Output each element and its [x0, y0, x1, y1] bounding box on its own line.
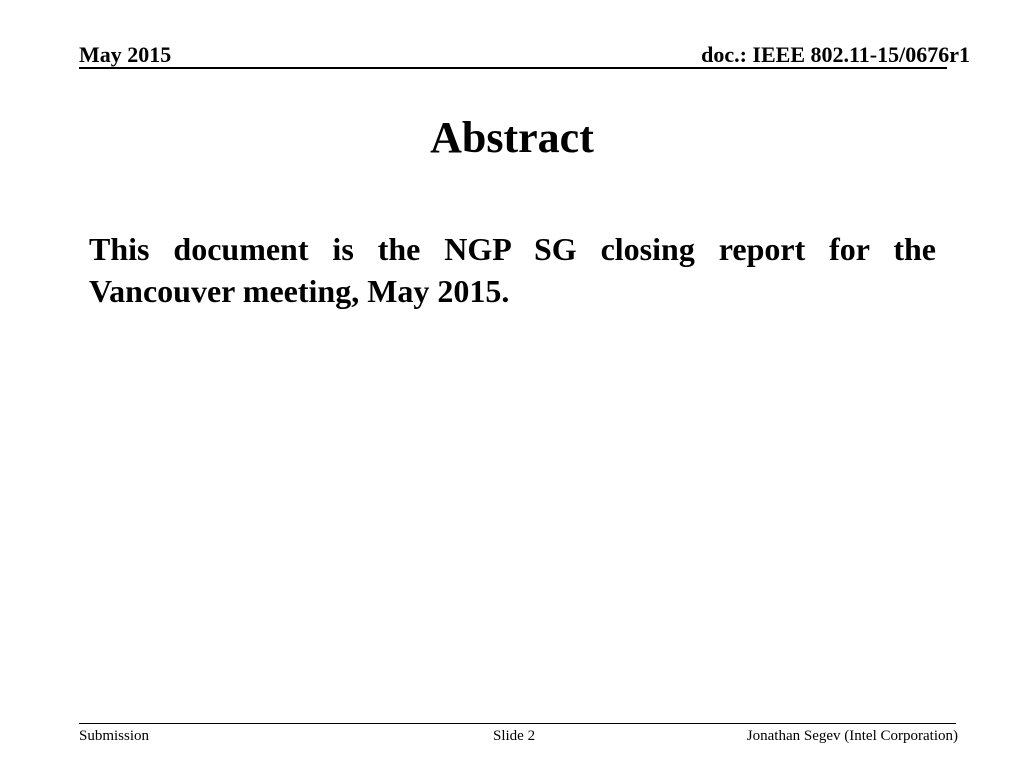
header-doc-id: doc.: IEEE 802.11-15/0676r1 — [701, 42, 970, 67]
header-divider — [79, 67, 947, 69]
header-date: May 2015 — [79, 42, 172, 67]
footer-author: Jonathan Segev (Intel Corporation) — [746, 728, 958, 744]
footer-slide-number: Slide 2 — [493, 728, 536, 744]
slide-title: Abstract — [430, 113, 594, 162]
slide-body-text: This document is the NGP SG closing report for the Vancouver meeting, May 2015. — [89, 231, 936, 309]
footer-submission: Submission — [79, 728, 150, 744]
footer-divider — [79, 723, 956, 724]
